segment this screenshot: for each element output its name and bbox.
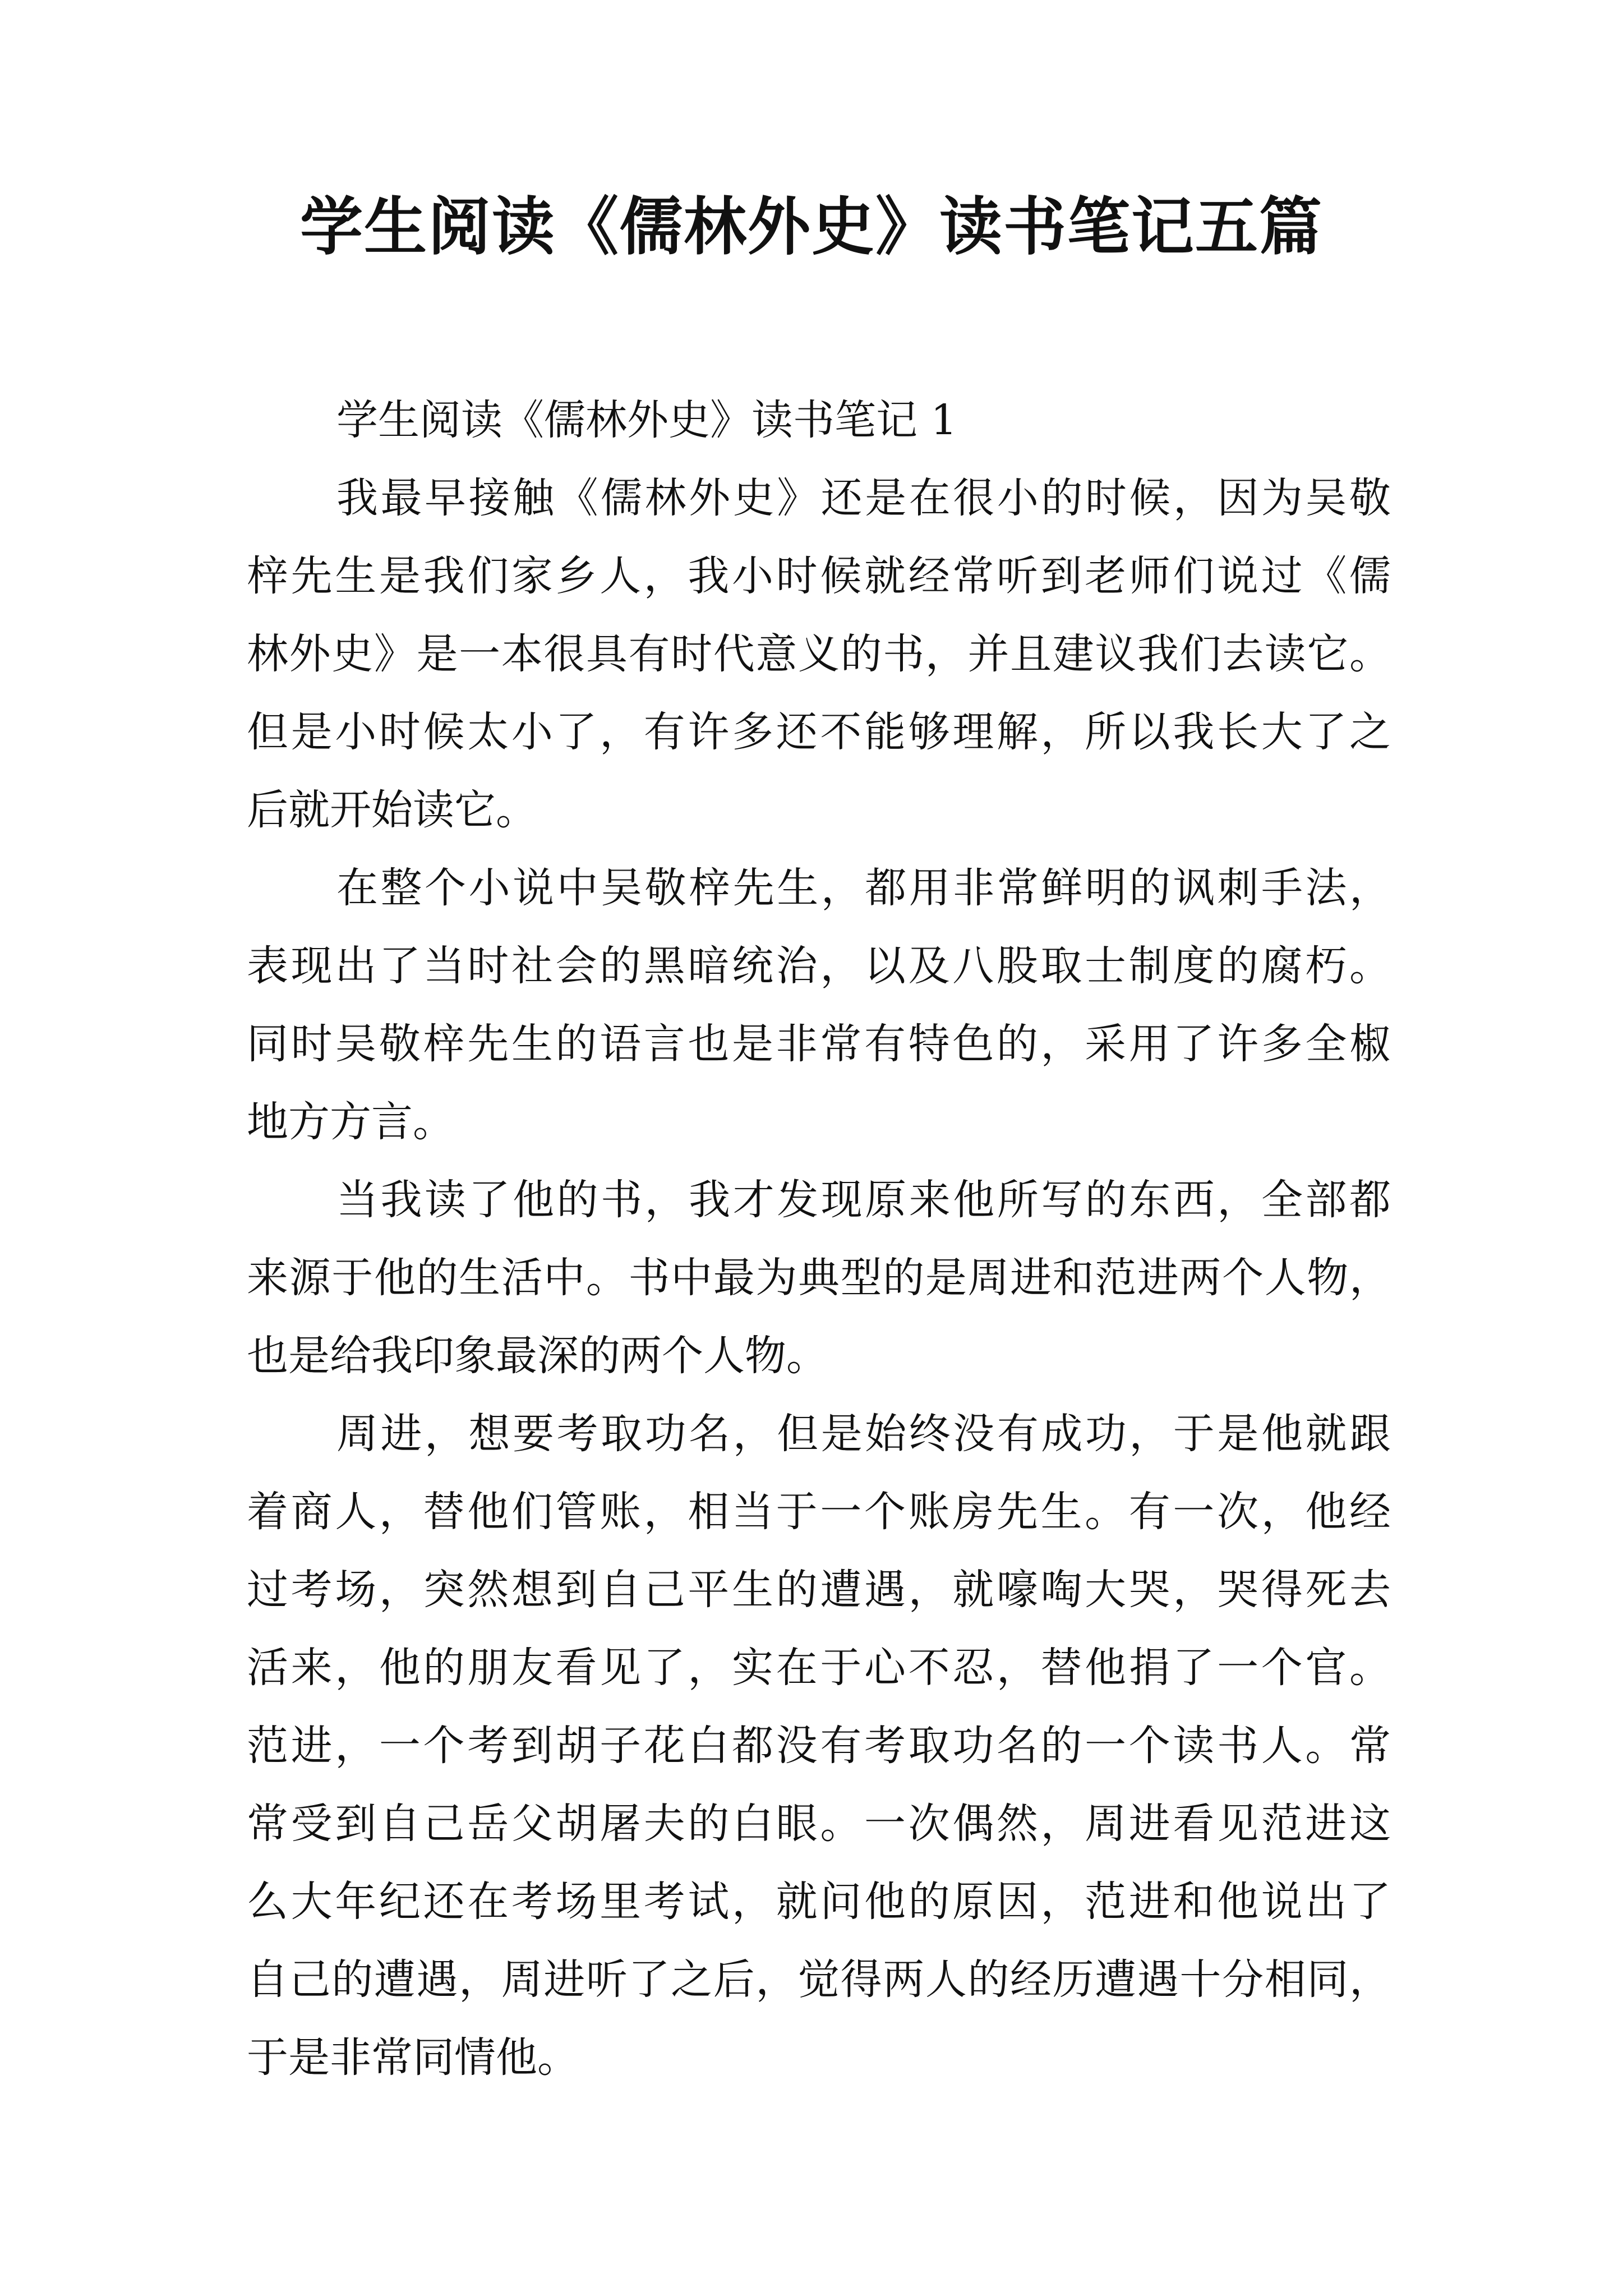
paragraph-3 bbox=[247, 1161, 1391, 1395]
document-title: 学生阅读《儒林外史》读书笔记五篇 bbox=[300, 191, 1323, 264]
document-body bbox=[247, 381, 1391, 2097]
paragraph-line: 在整个小说中吴敬梓先生，都用非常鲜明的讽刺手法， bbox=[336, 864, 1391, 912]
paragraph-line: 活来，他的朋友看见了，实在于心不忍，替他捐了一个官。 bbox=[247, 1644, 1391, 1692]
paragraph-line: 后就开始读它。 bbox=[247, 786, 537, 834]
paragraph-4 bbox=[247, 1395, 1391, 2097]
paragraph-line: 自己的遭遇，周进听了之后，觉得两人的经历遭遇十分相同， bbox=[247, 1955, 1391, 2004]
section-heading-text: 学生阅读《儒林外史》读书笔记 1 bbox=[336, 396, 957, 444]
paragraph-line: 着商人，替他们管账，相当于一个账房先生。有一次，他经 bbox=[247, 1488, 1391, 1536]
paragraph-line: 来源于他的生活中。书中最为典型的是周进和范进两个人物， bbox=[247, 1254, 1391, 1302]
paragraph-line: 么大年纪还在考场里考试，就问他的原因，范进和他说出了 bbox=[247, 1878, 1391, 1926]
paragraph-line: 表现出了当时社会的黑暗统治，以及八股取士制度的腐朽。 bbox=[247, 942, 1391, 990]
paragraph-line: 同时吴敬梓先生的语言也是非常有特色的，采用了许多全椒 bbox=[247, 1020, 1391, 1068]
paragraph-line: 周进，想要考取功名，但是始终没有成功，于是他就跟 bbox=[336, 1410, 1391, 1458]
paragraph-line: 也是给我印象最深的两个人物。 bbox=[247, 1332, 828, 1380]
paragraph-line: 过考场，突然想到自己平生的遭遇，就嚎啕大哭，哭得死去 bbox=[247, 1566, 1391, 1614]
section-heading bbox=[247, 381, 1391, 459]
paragraph-line: 梓先生是我们家乡人，我小时候就经常听到老师们说过《儒 bbox=[247, 552, 1391, 600]
paragraph-1 bbox=[247, 459, 1391, 849]
paragraph-line: 地方方言。 bbox=[247, 1098, 454, 1146]
paragraph-line: 但是小时候太小了，有许多还不能够理解，所以我长大了之 bbox=[247, 708, 1391, 756]
paragraph-2 bbox=[247, 849, 1391, 1161]
paragraph-line: 范进，一个考到胡子花白都没有考取功名的一个读书人。常 bbox=[247, 1722, 1391, 1770]
paragraph-line: 当我读了他的书，我才发现原来他所写的东西，全部都 bbox=[336, 1176, 1391, 1224]
paragraph-line: 林外史》是一本很具有时代意义的书，并且建议我们去读它。 bbox=[247, 630, 1391, 678]
paragraph-line: 于是非常同情他。 bbox=[247, 2033, 579, 2082]
paragraph-line: 我最早接触《儒林外史》还是在很小的时候，因为吴敬 bbox=[336, 474, 1391, 522]
paragraph-line: 常受到自己岳父胡屠夫的白眼。一次偶然，周进看见范进这 bbox=[247, 1800, 1391, 1848]
